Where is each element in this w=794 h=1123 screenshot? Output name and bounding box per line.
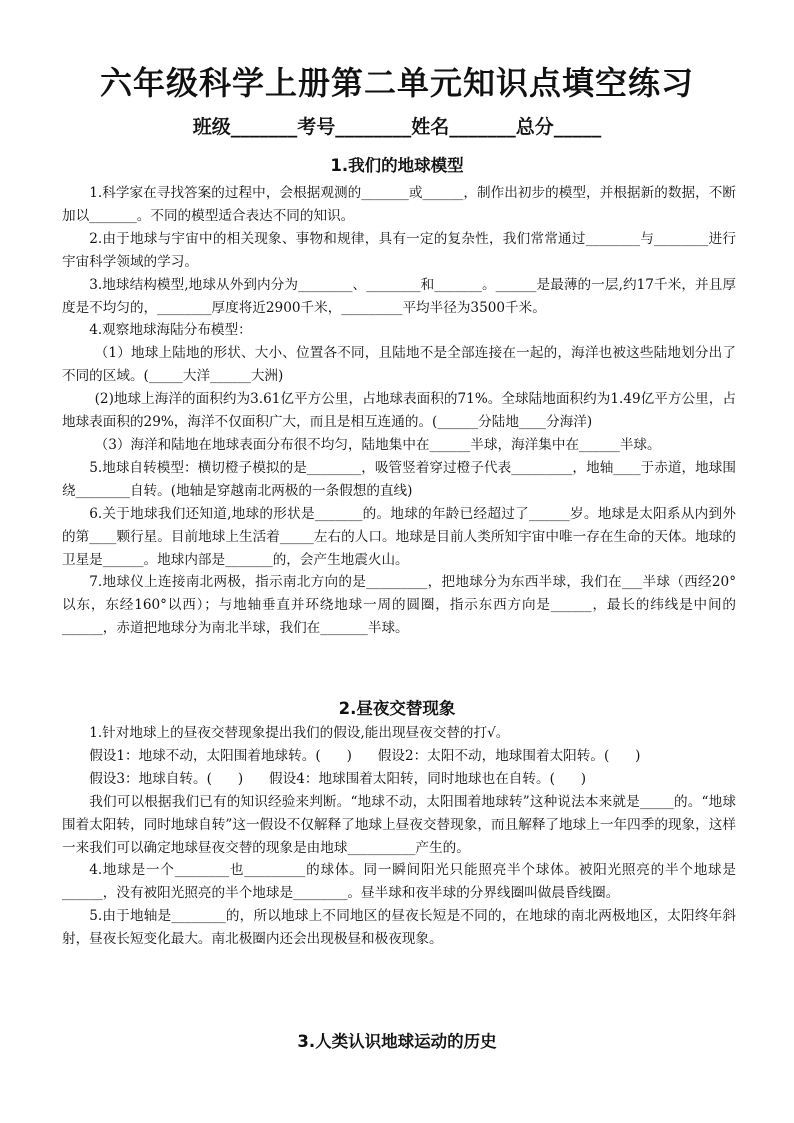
hypothesis-1-2: 假设1：地球不动，太阳围着地球转。( ) 假设2：太阳不动，地球围着太阳转。( ) (89, 747, 641, 764)
question-1-4-3: （3）海洋和陆地在地球表面分布很不均匀，陆地集中在______半球，海洋集中在______半球。 (94, 436, 661, 453)
question-1-6: 6.关于地球我们还知道,地球的形状是_______的。地球的年龄已经超过了______岁。地球是太阳系从内到外的第____颗行星。目前地球上生活着_____左右的人口。地球是目前人类所知宇宙中唯一存在生命的天体。地球的卫星是______。地球内部是_______的，会产生地震火山。 (62, 505, 736, 568)
section-1-body (62, 182, 736, 640)
question-2-explanation: 我们可以根据我们已有的知识经验来判断。“地球不动，太阳围着地球转”这种说法本来就是_____的。“地球围着太阳转，同时地球自转”这一假设不仅解释了地球上昼夜交替现象，而且解释了地球上一年四季的现象，这样一来我们可以确定地球昼夜交替的现象是由地球__________产生的。 (62, 793, 736, 856)
page-title: 六年级科学上册第二单元知识点填空练习 (99, 64, 694, 102)
student-info-line (0, 112, 794, 139)
question-2-4: 4.地球是一个________也_________的球体。同一瞬间阳光只能照亮半个球体。被阳光照亮的半个地球是______，没有被阳光照亮的半个地球是________。昼半球和夜半球的分界线圈叫做晨昏线圈。 (62, 862, 736, 902)
question-1-1: 1.科学家在寻找答案的过程中，会根据观测的_______或______，制作出初步的模型，并根据新的数据，不断加以_______。不同的模型适合表达不同的知识。 (62, 185, 736, 224)
section-heading-2: 2.昼夜交替现象 (338, 699, 456, 718)
question-1-4-2: (2)地球上海洋的面积约为3.61亿平方公里，占地球表面积的71%。全球陆地面积约为1.49亿平方公里，占地球表面积的29%，海洋不仅面积广大，而且是相互连通的。(______分陆地____分海洋) (62, 391, 736, 431)
question-2-5: 5.由于地轴是________的，所以地球上不同地区的昼夜长短是不同的，在地球的南北两极地区，太阳终年斜射，昼夜长短变化最大。南北极圈内还会出现极昼和极夜现象。 (62, 908, 736, 948)
question-1-5: 5.地球自转模型：横切橙子模拟的是________，吸管竖着穿过橙子代表_________，地轴____于赤道，地球围绕________自转。(地轴是穿越南北两极的一条假想的直线) (62, 459, 736, 499)
question-1-7: 7.地球仪上连接南北两极，指示南北方向的是_________，把地球分为东西半球，我们在___半球（西经20°以东，东经160°以西）；与地轴垂直并环绕地球一周的圆圈，指示东西方向是______，最长的纬线是中间的______，赤道把地球分为南北半球，我们在_______半球。 (62, 574, 736, 637)
section-2-body (62, 722, 736, 951)
hypothesis-3-4: 假设3：地球自转。( ) 假设4：地球围着太阳转，同时地球也在自转。( ) (89, 770, 587, 787)
question-1-4-1: （1）地球上陆地的形状、大小、位置各不同，且陆地不是全部连接在一起的，海洋也被这些陆地划分出了不同的区域。(_____大洋______大洲) (62, 345, 736, 385)
question-1-4: 4.观察地球海陆分布模型： (89, 322, 252, 339)
section-heading-3: 3.人类认识地球运动的历史 (297, 1032, 497, 1051)
question-1-2: 2.由于地球与宇宙中的相关现象、事物和规律，具有一定的复杂性，我们常常通过________与________进行宇宙科学领域的学习。 (62, 230, 736, 270)
question-1-3: 3.地球结构模型,地球从外到内分为________、________和_______。______是最薄的一层,约17千米，并且厚度是不均匀的，________厚度将近2900千米，_________平均半径为3500千米。 (62, 276, 736, 316)
student-info-text: 班级_______考号________姓名_______总分_____ (192, 116, 602, 138)
section-heading-1: 1.我们的地球模型 (330, 156, 464, 175)
question-2-1: 1.针对地球上的昼夜交替现象提出我们的假设,能出现昼夜交替的打√。 (89, 725, 510, 741)
